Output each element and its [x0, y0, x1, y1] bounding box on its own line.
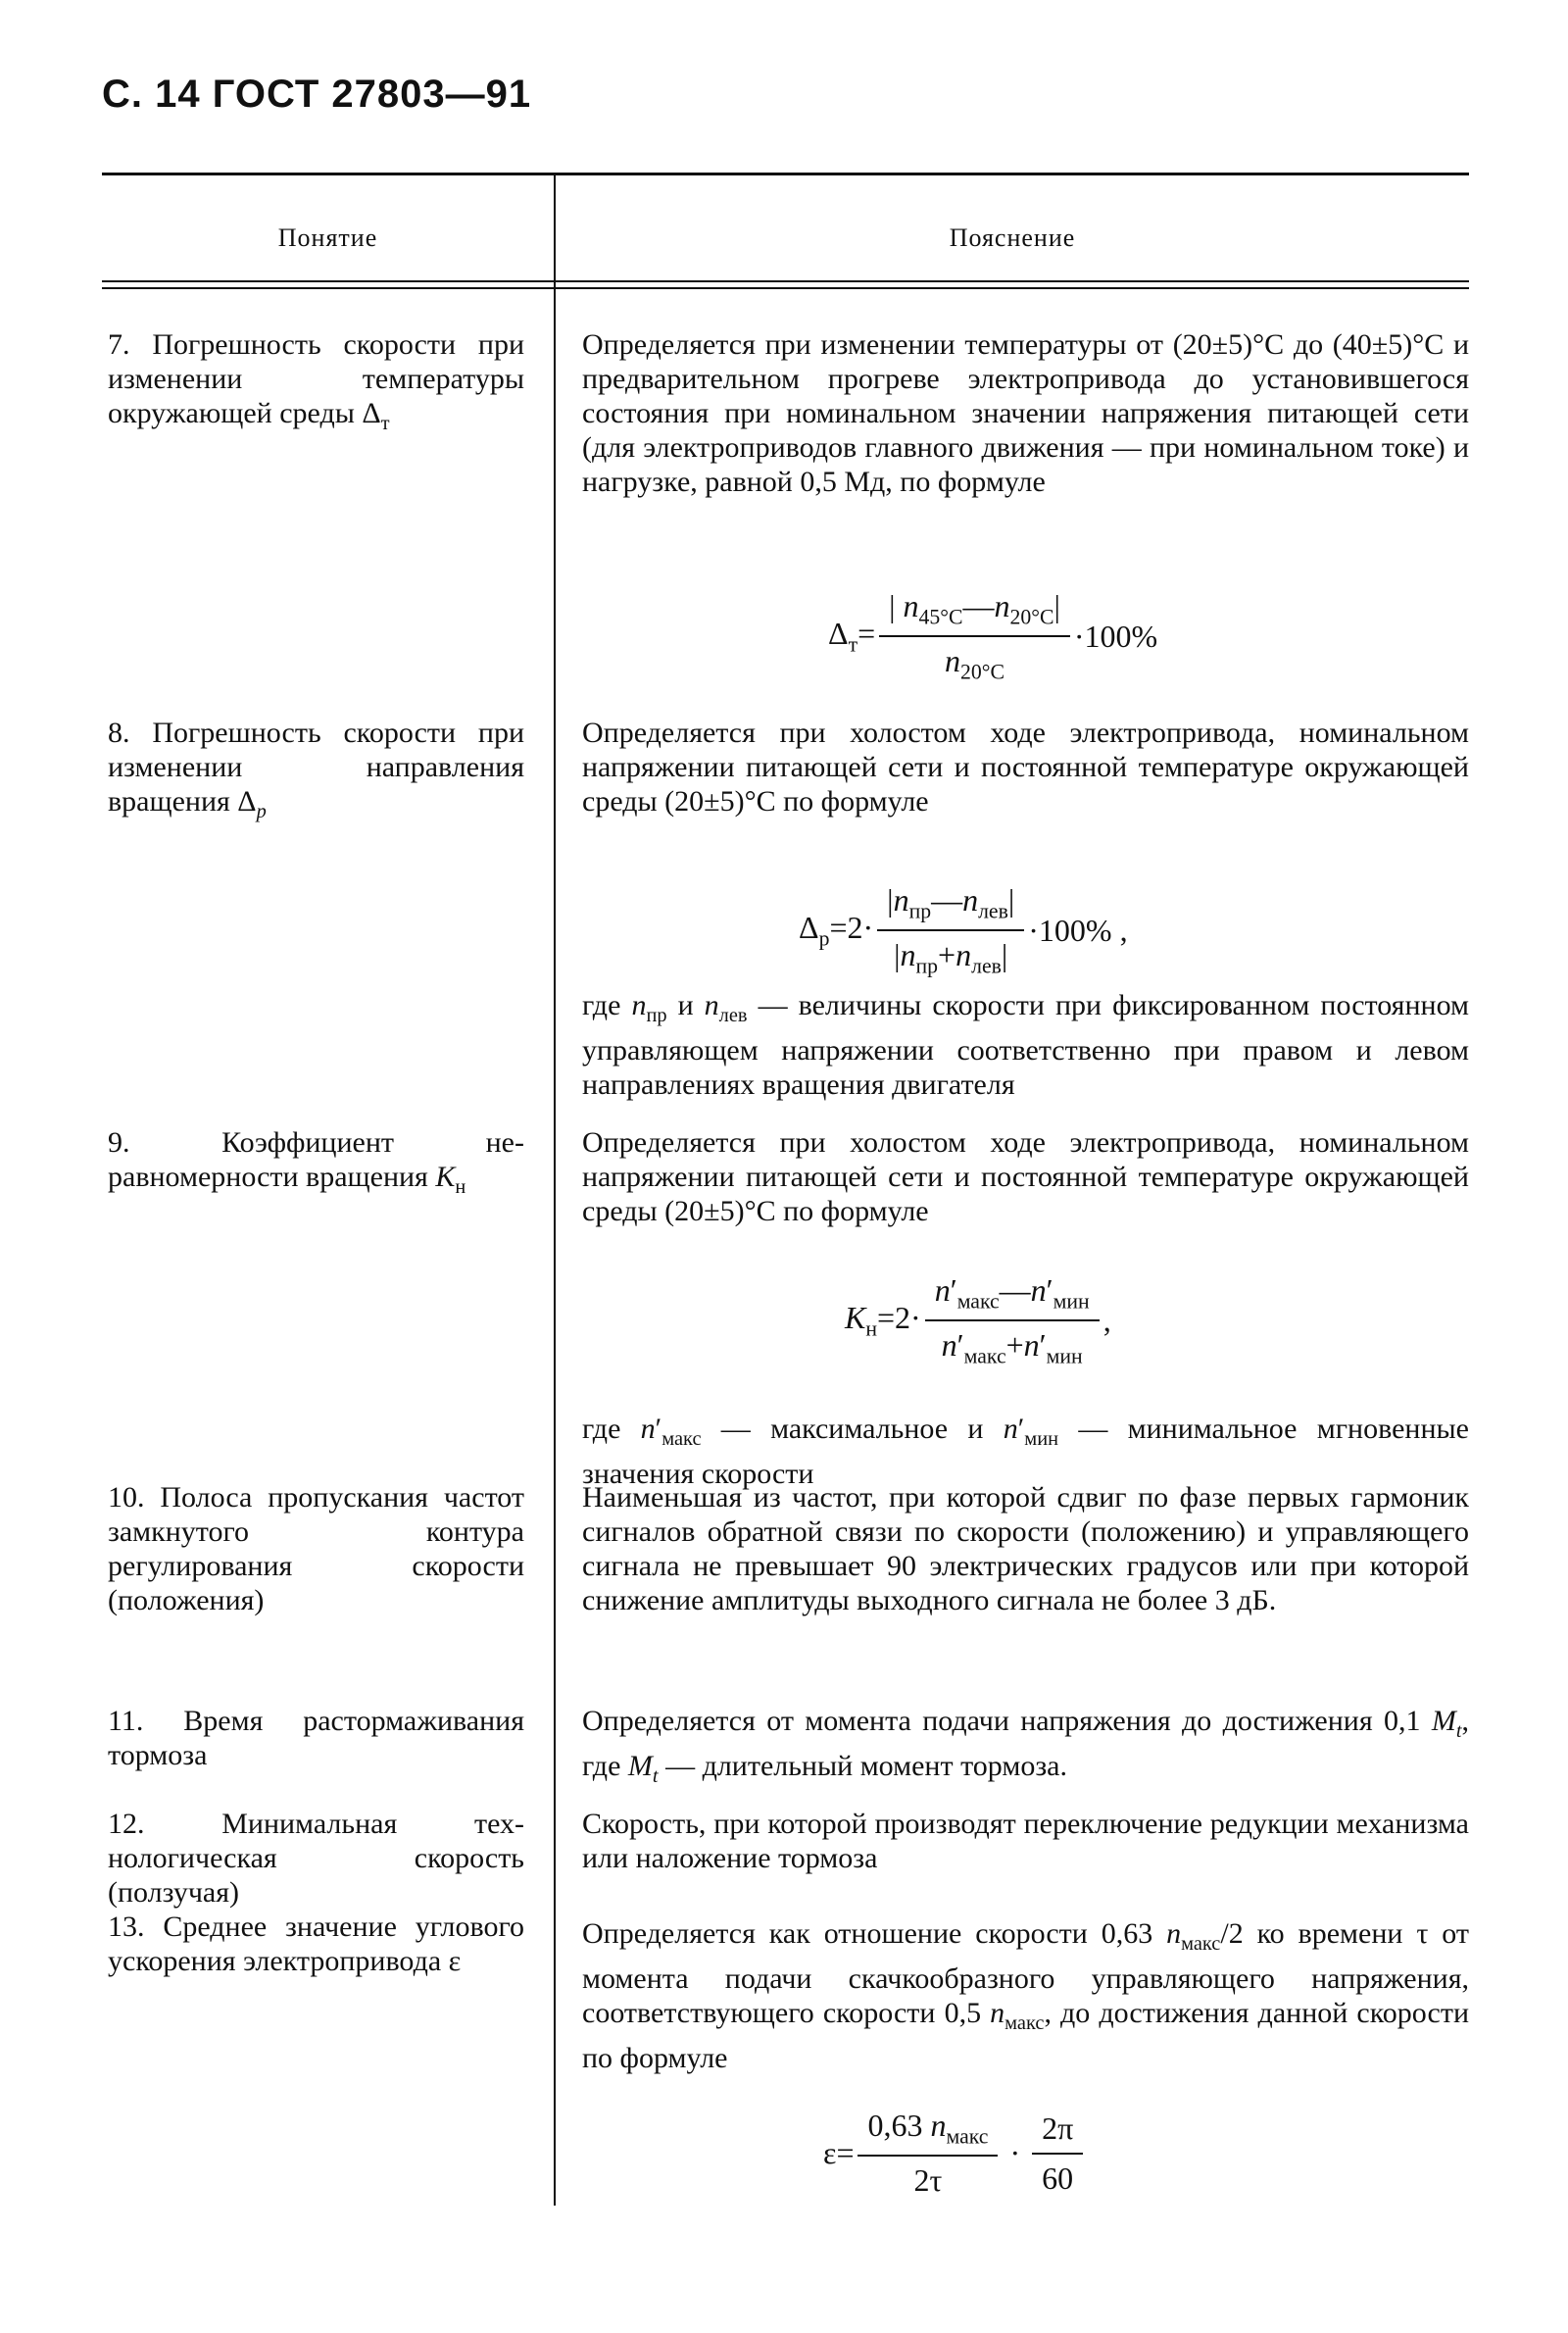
- explanation-12: Скорость, при которой производят переключение редукции механизма или наложение тормоза: [582, 1808, 1469, 1874]
- explanation-13: Определяется как отношение скорости 0,63 $n_{макс}/2$ ко времени τ от момента подачи скачкообразного управляющего напряжения, соответствующего скорости 0,5 $n_{макс}$, до достижения данной скорости по формуле: [582, 1917, 1469, 2074]
- explanation-8: Определяется при холостом ходе электропривода, номинальном напряжении питающей сети и постоянной температуре окружающей среды (20±5)°С по формуле: [582, 717, 1469, 818]
- column-divider: [554, 174, 556, 2206]
- table-top-rule: [102, 173, 1469, 175]
- term-13: 13. Среднее значение углового ускорения электропривода ε: [108, 1911, 524, 1977]
- term-9: 9. Коэффициент неравномерности вращения $K_н$: [108, 1126, 524, 1198]
- term-11: 11. Время растормаживания тормоза: [108, 1705, 524, 1771]
- column-header-term: Понятие: [277, 223, 378, 252]
- explanation-9: Определяется при холостом ходе электропривода, номинальном напряжении питающей сети и постоянной температуре окружающей среды (20±5)°С по формуле: [582, 1126, 1469, 1227]
- term-7: 7. Погрешность скорости при изменении температуры окружающей среды $\Delta_т$: [108, 328, 524, 434]
- header-bottom-rule: [102, 280, 1469, 282]
- formula-7: $\Delta_т=$ $\frac{| n_{45^\circ С}—n_{20^\circ С}|}{n_{20^\circ С}}$ ·100%: [828, 588, 1158, 684]
- header-bottom-rule-2: [102, 287, 1469, 289]
- formula-13: ε= $\frac{0,63 n_{макс}}{2\tau}$ · $\frac{2\pi}{60}$: [823, 2108, 1087, 2199]
- column-header-explanation: Пояснение: [949, 223, 1076, 252]
- note-9: где $n'_{макс}$ — максимальное и $n'_{мин}$ — минимальное мгновенные значения скорости: [582, 1413, 1469, 1490]
- term-8: 8. Погрешность скорости при изменении направления вращения $\Delta_р$: [108, 717, 524, 822]
- note-8: где $n_{пр}$ и $n_{лев}$ — величины скорости при фиксированном постоянном управляющем напряжении соответственно при правом и левом направлениях вращения двигателя: [582, 989, 1469, 1101]
- formula-8: $\Delta_р=2\cdot$ $\frac{|n_{пр}—n_{лев}|}{|n_{пр}+n_{лев}|}$ ·100% ,: [799, 882, 1128, 978]
- term-10: 10. Полоса пропускания частот замкнутого контура регулирования скорости (положения): [108, 1481, 524, 1616]
- explanation-10: Наименьшая из частот, при которой сдвиг по фазе первых гармоник сигналов обратной связи по скорости (положению) и управляющего сигнала не превышает 90 электрических градусов или при которой снижение амплитуды выходного сигнала не более 3 дБ.: [582, 1481, 1469, 1616]
- page-header: С. 14 ГОСТ 27803—91: [102, 73, 532, 116]
- term-12: 12. Минимальная технологическая скорость (ползучая): [108, 1808, 524, 1909]
- explanation-11: Определяется от момента подачи напряжения до достижения 0,1 $M_t$, где $M_t$ — длительный момент тормоза.: [582, 1705, 1469, 1787]
- explanation-7: Определяется при изменении температуры от (20±5)°С до (40±5)°С и предварительном прогреве электропривода до установившегося состояния при номинальном значении напряжения питающей сети (для электроприводов главного движения — при номинальном токе) и нагрузке, равной 0,5 Mд, по формуле: [582, 328, 1469, 498]
- formula-9: $K_н=2\cdot$ $\frac{n'_{макс}—n'_{мин}}{n'_{макс}+n'_{мин}}$ ,: [845, 1272, 1111, 1368]
